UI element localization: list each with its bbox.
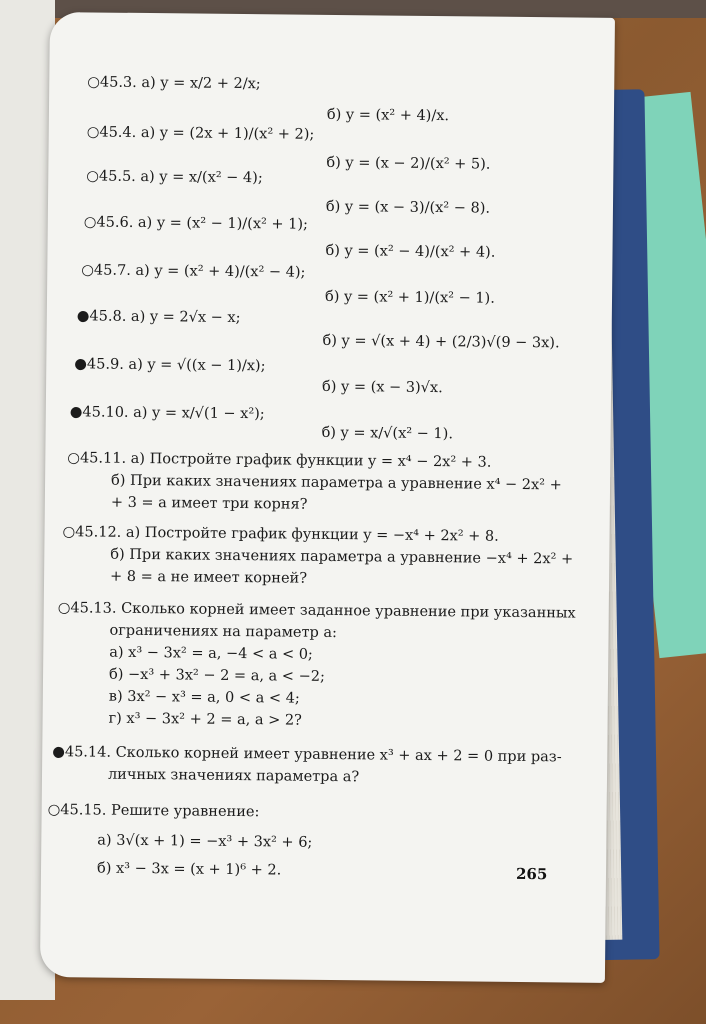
- problem-45-11-line1: ○45.11. а) Постройте график функции y = x⁴ − 2x² + 3.: [67, 450, 492, 471]
- textbook-page: [40, 12, 615, 983]
- problem-45-15-line1: ○45.15. Решите уравнение:: [47, 802, 260, 821]
- problem-45-3-a: ○45.3. а) y = x/2 + 2/x;: [87, 74, 261, 93]
- problem-45-6-b: б) y = (x² − 4)/(x² + 4).: [325, 242, 496, 261]
- problem-45-12-line2: б) При каких значениях параметра a уравнение −x⁴ + 2x² +: [110, 546, 574, 568]
- problem-45-12-line3: + 8 = a не имеет корней?: [110, 568, 308, 587]
- problem-45-13-item-g: г) x³ − 3x² + 2 = a, a > 2?: [108, 710, 302, 729]
- problem-45-13-item-a: а) x³ − 3x² = a, −4 < a < 0;: [109, 644, 313, 663]
- problem-45-9-b: б) y = (x − 3)√x.: [322, 378, 443, 397]
- problem-45-15-item-b: б) x³ − 3x = (x + 1)⁶ + 2.: [96, 860, 282, 879]
- problem-45-8-b: б) y = √(x + 4) + (2/3)√(9 − 3x).: [322, 332, 560, 352]
- problem-45-11-line2: б) При каких значениях параметра a уравнение x⁴ − 2x² +: [111, 472, 562, 494]
- problem-45-5-a: ○45.5. а) y = x/(x² − 4);: [86, 168, 263, 187]
- problem-45-12-line1: ○45.12. а) Постройте график функции y = −x⁴ + 2x² + 8.: [62, 524, 499, 545]
- problem-45-13-item-b: б) −x³ + 3x² − 2 = a, a < −2;: [108, 666, 325, 685]
- problem-45-9-a: ●45.9. а) y = √((x − 1)/x);: [74, 356, 266, 375]
- problem-45-11-line3: + 3 = a имеет три корня?: [110, 494, 308, 513]
- problem-45-14-line1: ●45.14. Сколько корней имеет уравнение x³ + ax + 2 = 0 при раз-: [52, 744, 562, 766]
- problem-45-15-item-a: а) 3√(x + 1) = −x³ + 3x² + 6;: [97, 832, 313, 851]
- problem-45-7-b: б) y = (x² + 1)/(x² − 1).: [324, 288, 495, 307]
- problem-45-7-a: ○45.7. а) y = (x² + 4)/(x² − 4);: [81, 262, 306, 281]
- problem-45-10-b: б) y = x/√(x² − 1).: [321, 424, 454, 443]
- problem-45-4-a: ○45.4. а) y = (2x + 1)/(x² + 2);: [86, 124, 315, 143]
- page-number: 265: [515, 864, 548, 884]
- problem-45-10-a: ●45.10. а) y = x/√(1 − x²);: [69, 404, 265, 423]
- problem-45-13-line1: ○45.13. Сколько корней имеет заданное уравнение при указанных: [57, 600, 576, 622]
- problem-45-5-b: б) y = (x − 3)/(x² − 8).: [325, 198, 491, 217]
- problem-45-4-b: б) y = (x − 2)/(x² + 5).: [326, 154, 491, 173]
- problem-45-8-a: ●45.8. а) y = 2√x − x;: [76, 308, 241, 327]
- problem-45-6-a: ○45.6. а) y = (x² − 1)/(x² + 1);: [83, 214, 309, 233]
- problem-45-3-b: б) y = (x² + 4)/x.: [326, 106, 450, 125]
- problem-45-13-item-v: в) 3x² − x³ = a, 0 < a < 4;: [108, 688, 300, 707]
- problem-45-14-line2: личных значениях параметра a?: [107, 766, 360, 786]
- problem-45-13-line2: ограничениях на параметр a:: [109, 622, 338, 642]
